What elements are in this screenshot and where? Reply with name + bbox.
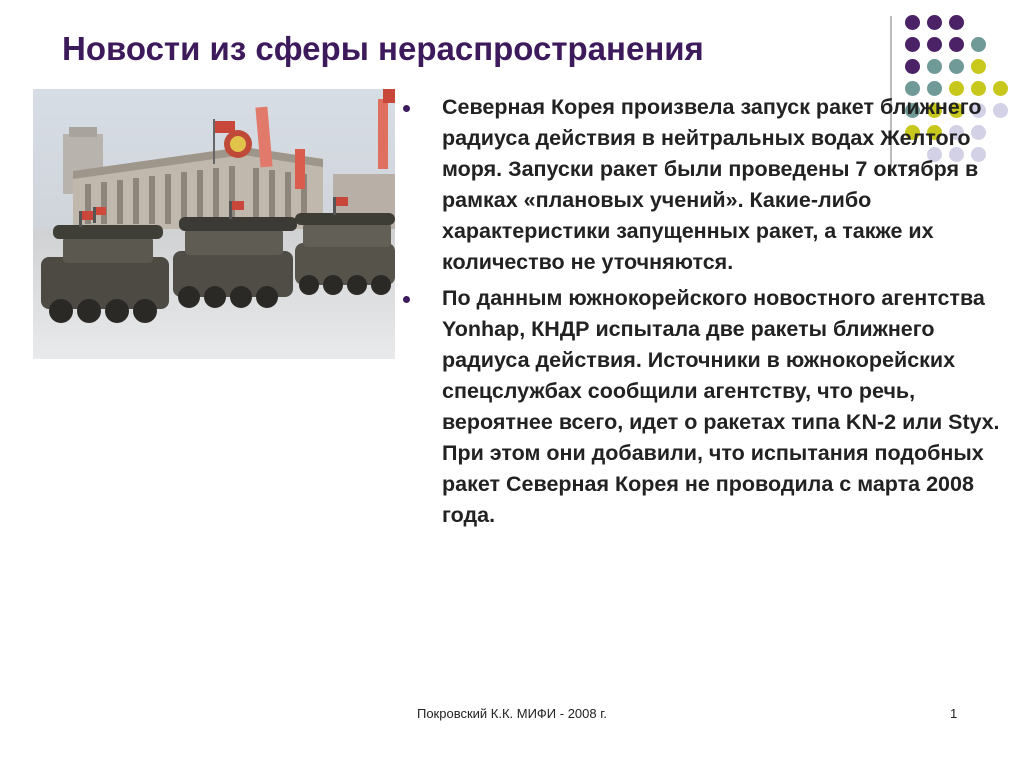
dot: [949, 15, 964, 30]
missile-parade-illustration: [33, 89, 395, 359]
dot: [927, 59, 942, 74]
footer-text: Покровский К.К. МИФИ - 2008 г.: [416, 706, 608, 721]
dot: [971, 59, 986, 74]
bullet-text: По данным южнокорейского новостного агентства Yonhap, КНДР испытала две ракеты ближнего радиуса действия. Источники в южнокорейских спецслужбах сообщили агентству, что речь, вероятнее всего, идет о ракетах типа KN-2 или Styx. При этом они добавили, что испытания подобных ракет Северная Корея не проводила с марта 2008 года.: [442, 286, 1000, 527]
bullet-item: [400, 283, 1000, 531]
bullet-list: [400, 92, 1000, 536]
dot: [905, 15, 920, 30]
slide-title: Новости из сферы нераспространения: [62, 30, 704, 67]
dot: [927, 37, 942, 52]
dot: [905, 37, 920, 52]
dot: [949, 37, 964, 52]
dot: [971, 37, 986, 52]
dot: [927, 15, 942, 30]
page-number: 1: [950, 706, 958, 721]
dot: [949, 59, 964, 74]
bullet-item: [400, 92, 1000, 278]
bullet-dot-icon: [403, 105, 410, 112]
missile-parade-photo: [33, 89, 395, 359]
bullet-dot-icon: [403, 296, 410, 303]
bullet-text: Северная Корея произвела запуск ракет ближнего радиуса действия в нейтральных водах Желтого моря. Запуски ракет были проведены 7 октября в рамках «плановых учений». Какие-либо характеристики запущенных ракет, а также их количество не уточняются.: [442, 95, 982, 274]
dot: [905, 59, 920, 74]
